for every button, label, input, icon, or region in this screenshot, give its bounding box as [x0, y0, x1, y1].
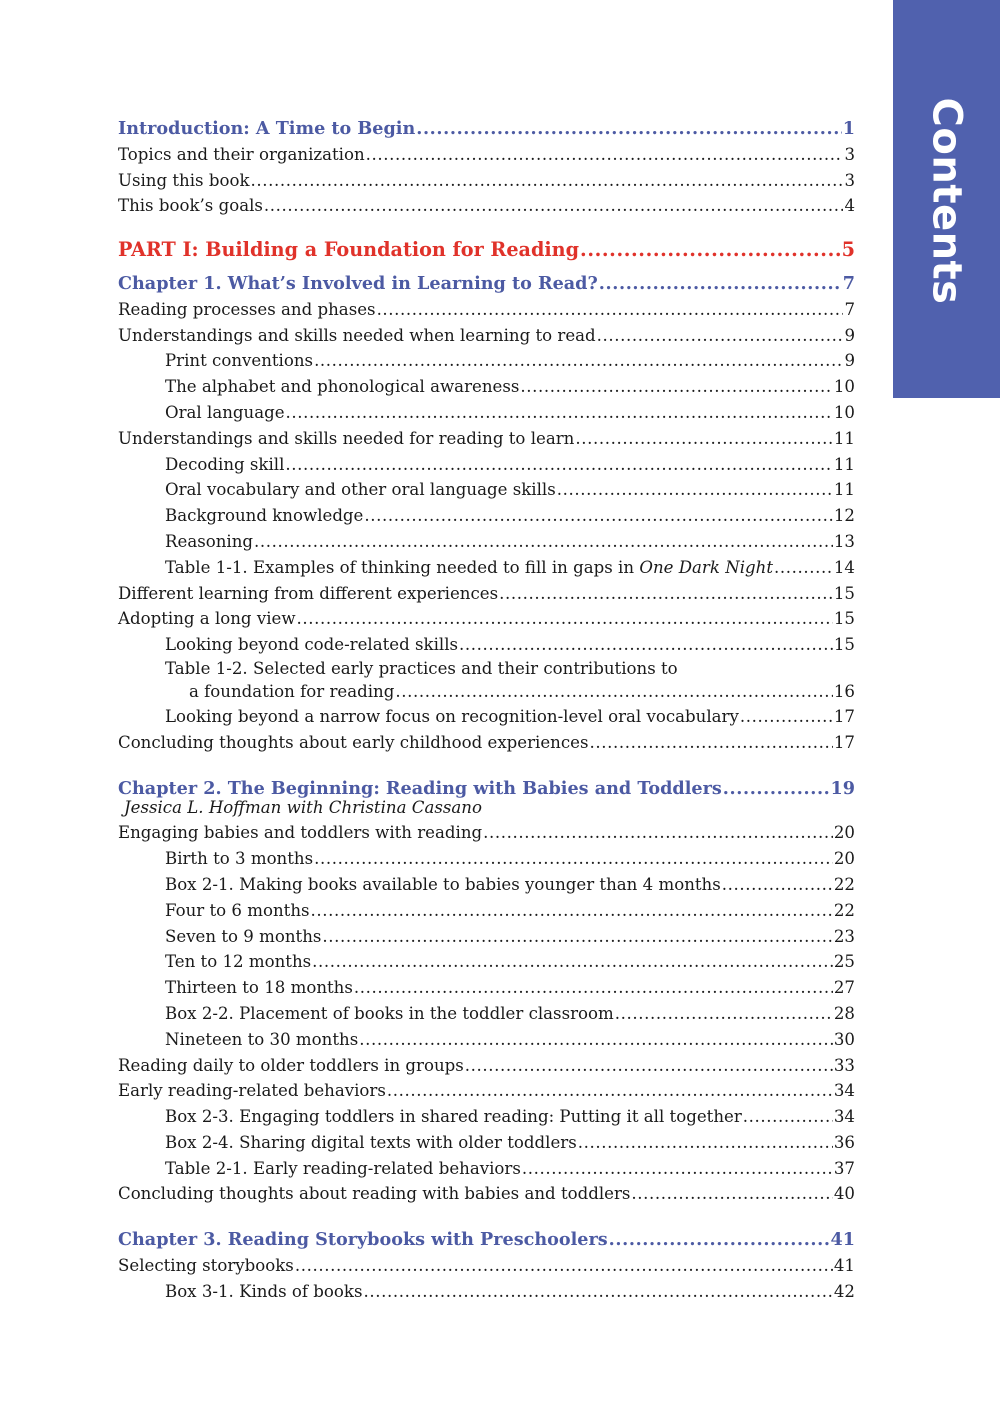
- entry-title-cont: a foundation for reading: [189, 681, 395, 701]
- entry-page: 30: [833, 1029, 855, 1049]
- toc-subentry[interactable]: [118, 846, 855, 872]
- entry-page: 19: [830, 777, 855, 799]
- toc-entry-chapter-3[interactable]: [118, 1227, 855, 1253]
- leader-dots: [743, 1104, 833, 1130]
- leader-dots: [557, 477, 833, 503]
- toc-subentry[interactable]: [118, 374, 855, 400]
- entry-title: Reading daily to older toddlers in groups: [118, 1055, 464, 1075]
- toc-subentry[interactable]: [118, 704, 855, 730]
- toc-subentry[interactable]: [118, 1027, 855, 1053]
- entry-page: 14: [833, 557, 855, 577]
- entry-title: Oral language: [165, 402, 285, 422]
- entry-title: Box 2-3. Engaging toddlers in shared reading: Putting it all together: [165, 1107, 742, 1127]
- leader-dots: [590, 730, 833, 756]
- entry-page: 42: [833, 1281, 855, 1301]
- entry-page: 13: [833, 531, 855, 551]
- entry-page: 34: [833, 1081, 855, 1101]
- toc-entry[interactable]: [118, 1181, 855, 1207]
- entry-title: The alphabet and phonological awareness: [165, 377, 520, 397]
- leader-dots: [366, 142, 844, 168]
- toc-entry-chapter-1[interactable]: [118, 271, 855, 297]
- entry-title: Engaging babies and toddlers with reading: [118, 823, 483, 843]
- leader-dots: [575, 426, 833, 452]
- entry-title: Selecting storybooks: [118, 1256, 294, 1276]
- toc-entry[interactable]: [118, 606, 855, 632]
- contents-tab-label-wrap: [901, 97, 991, 305]
- spacer: [118, 1207, 855, 1227]
- entry-page: 25: [833, 952, 855, 972]
- leader-dots: [377, 297, 844, 323]
- entry-page: 40: [833, 1184, 855, 1204]
- entry-title: Table 1-2. Selected early practices and their contributions to: [165, 658, 678, 678]
- entry-title: Adopting a long view: [118, 609, 296, 629]
- entry-title: Thirteen to 18 months: [165, 978, 353, 998]
- entry-title: Understandings and skills needed when learning to read: [118, 325, 596, 345]
- entry-page: 11: [833, 480, 855, 500]
- toc-entry-part-1[interactable]: [118, 237, 855, 263]
- toc-entry[interactable]: [118, 193, 855, 219]
- toc-subentry[interactable]: [118, 1279, 855, 1305]
- entry-title: Four to 6 months: [165, 900, 310, 920]
- entry-page: 5: [841, 238, 855, 262]
- toc-entry[interactable]: [118, 730, 855, 756]
- entry-page: 27: [833, 978, 855, 998]
- entry-title: Concluding thoughts about early childhood experiences: [118, 732, 589, 752]
- entry-page: 15: [833, 635, 855, 655]
- leader-dots: [597, 323, 844, 349]
- toc-subentry[interactable]: [118, 529, 855, 555]
- toc-subentry[interactable]: [118, 632, 855, 658]
- leader-dots: [465, 1053, 833, 1079]
- entry-page: 41: [830, 1229, 855, 1251]
- entry-page: 41: [833, 1256, 855, 1276]
- toc-entry[interactable]: [118, 1053, 855, 1079]
- toc-subentry[interactable]: [118, 1001, 855, 1027]
- entry-title: Reasoning: [165, 531, 254, 551]
- entry-title: Understandings and skills needed for reading to learn: [118, 428, 575, 448]
- entry-title: Box 2-2. Placement of books in the toddler classroom: [165, 1003, 614, 1023]
- toc-subentry[interactable]: [118, 503, 855, 529]
- entry-continuation: [118, 680, 855, 704]
- leader-dots: [363, 1279, 832, 1305]
- spacer: [118, 263, 855, 271]
- entry-title: Early reading-related behaviors: [118, 1081, 386, 1101]
- entry-title: Looking beyond a narrow focus on recognition-level oral vocabulary: [165, 706, 739, 726]
- leader-dots: [483, 820, 833, 846]
- entry-title: Decoding skill: [165, 454, 285, 474]
- book-title: One Dark Night: [639, 557, 773, 577]
- entry-page: 22: [833, 874, 855, 894]
- entry-title: Chapter 3. Reading Storybooks with Preschoolers: [118, 1229, 608, 1251]
- entry-title: Using this book: [118, 170, 250, 190]
- leader-dots: [522, 1156, 833, 1182]
- leader-dots: [314, 846, 833, 872]
- toc-subentry-table-1-1[interactable]: [118, 555, 855, 581]
- entry-title: Table 2-1. Early reading-related behaviors: [165, 1158, 521, 1178]
- entry-page: 7: [844, 299, 855, 319]
- entry-page: 20: [833, 823, 855, 843]
- entry-page: 36: [833, 1132, 855, 1152]
- leader-dots: [311, 898, 833, 924]
- entry-title: Topics and their organization: [118, 144, 365, 164]
- leader-dots: [314, 348, 843, 374]
- entry-title: Looking beyond code-related skills: [165, 635, 459, 655]
- entry-title: Ten to 12 months: [165, 952, 312, 972]
- entry-title: Background knowledge: [165, 506, 364, 526]
- toc-entry[interactable]: [118, 426, 855, 452]
- entry-title: Chapter 1. What’s Involved in Learning to Read?: [118, 272, 598, 294]
- entry-title: Introduction: A Time to Begin: [118, 118, 416, 139]
- toc-subentry[interactable]: [118, 924, 855, 950]
- toc-subentry[interactable]: [118, 898, 855, 924]
- toc-entry[interactable]: [118, 1078, 855, 1104]
- entry-page: 10: [833, 377, 855, 397]
- leader-dots: [740, 704, 833, 730]
- entry-page: 10: [833, 402, 855, 422]
- leader-dots: [312, 949, 833, 975]
- toc-subentry[interactable]: [118, 477, 855, 503]
- leader-dots: [264, 193, 844, 219]
- entry-title: Box 2-4. Sharing digital texts with older toddlers: [165, 1132, 577, 1152]
- toc-entry[interactable]: [118, 168, 855, 194]
- leader-dots: [387, 1078, 833, 1104]
- leader-dots: [459, 632, 833, 658]
- entry-page: 7: [842, 272, 855, 294]
- toc-entry[interactable]: [118, 142, 855, 168]
- entry-page: 12: [833, 506, 855, 526]
- leader-dots: [254, 529, 833, 555]
- leader-dots: [499, 581, 833, 607]
- toc-entry[interactable]: [118, 581, 855, 607]
- leader-dots: [297, 606, 833, 632]
- toc-entry-introduction[interactable]: [118, 116, 855, 142]
- entry-title: This book’s goals: [118, 196, 263, 216]
- entry-title: Reading processes and phases: [118, 299, 376, 319]
- toc-subentry[interactable]: [118, 949, 855, 975]
- toc-subentry[interactable]: [118, 1156, 855, 1182]
- toc-subentry[interactable]: [118, 400, 855, 426]
- leader-dots: [631, 1181, 832, 1207]
- leader-dots: [354, 975, 833, 1001]
- toc-entry[interactable]: [118, 820, 855, 846]
- leader-dots: [285, 452, 832, 478]
- leader-dots: [722, 872, 833, 898]
- toc-subentry[interactable]: [118, 872, 855, 898]
- entry-title: Box 2-1. Making books available to babies younger than 4 months: [165, 874, 721, 894]
- entry-title: Chapter 2. The Beginning: Reading with Babies and Toddlers: [118, 777, 722, 799]
- leader-dots: [251, 168, 844, 194]
- entry-page: 22: [833, 900, 855, 920]
- contents-side-tab: [893, 0, 1000, 398]
- spacer: [118, 756, 855, 776]
- leader-dots: [416, 116, 842, 142]
- entry-title: Birth to 3 months: [165, 849, 314, 869]
- toc-entry[interactable]: [118, 323, 855, 349]
- entry-page: 15: [833, 609, 855, 629]
- entry-page: 20: [833, 849, 855, 869]
- entry-title: Concluding thoughts about reading with babies and toddlers: [118, 1184, 631, 1204]
- leader-dots: [322, 924, 832, 950]
- leader-dots: [364, 503, 832, 529]
- entry-title: PART I: Building a Foundation for Reading: [118, 238, 580, 262]
- toc-entry[interactable]: [118, 297, 855, 323]
- toc-subentry[interactable]: [118, 975, 855, 1001]
- leader-dots: [295, 1253, 833, 1279]
- leader-dots: [359, 1027, 833, 1053]
- entry-title: Different learning from different experiences: [118, 583, 499, 603]
- entry-page: 16: [833, 681, 855, 701]
- entry-page: 15: [833, 583, 855, 603]
- entry-page: 11: [833, 454, 855, 474]
- contents-tab-label: Contents: [923, 97, 969, 305]
- chapter-authors: Jessica L. Hoffman with Christina Cassano: [124, 798, 482, 818]
- toc-subentry[interactable]: [118, 1104, 855, 1130]
- entry-title: Print conventions: [165, 351, 314, 371]
- entry-page: 23: [833, 926, 855, 946]
- toc-entry[interactable]: [118, 1253, 855, 1279]
- entry-page: 37: [833, 1158, 855, 1178]
- entry-page: 1: [842, 118, 855, 139]
- leader-dots: [615, 1001, 833, 1027]
- leader-dots: [286, 400, 833, 426]
- entry-title: Box 3-1. Kinds of books: [165, 1281, 363, 1301]
- leader-dots: [774, 555, 833, 581]
- toc-subentry[interactable]: [118, 1130, 855, 1156]
- leader-dots: [395, 680, 833, 704]
- toc-subentry[interactable]: [118, 348, 855, 374]
- leader-dots: [580, 237, 841, 263]
- leader-dots: [578, 1130, 833, 1156]
- entry-page: 28: [833, 1003, 855, 1023]
- entry-title: Nineteen to 30 months: [165, 1029, 359, 1049]
- table-of-contents: [118, 116, 855, 1305]
- entry-page: 3: [844, 170, 855, 190]
- spacer: [118, 219, 855, 237]
- leader-dots: [599, 271, 842, 297]
- entry-title: Oral vocabulary and other oral language skills: [165, 480, 556, 500]
- entry-page: 4: [844, 196, 855, 216]
- entry-page: 9: [844, 351, 855, 371]
- toc-subentry-table-1-2[interactable]: [118, 658, 855, 704]
- leader-dots: [520, 374, 833, 400]
- entry-page: 11: [833, 428, 855, 448]
- entry-title: Seven to 9 months: [165, 926, 322, 946]
- entry-page: 33: [833, 1055, 855, 1075]
- leader-dots: [723, 776, 830, 802]
- entry-page: 17: [833, 706, 855, 726]
- entry-page: 34: [833, 1107, 855, 1127]
- entry-title: [165, 555, 773, 581]
- leader-dots: [609, 1227, 830, 1253]
- toc-subentry[interactable]: [118, 452, 855, 478]
- entry-page: 9: [844, 325, 855, 345]
- entry-page: 17: [833, 732, 855, 752]
- entry-page: 3: [844, 144, 855, 164]
- entry-title-text: Table 1-1. Examples of thinking needed to fill in gaps in: [165, 557, 640, 577]
